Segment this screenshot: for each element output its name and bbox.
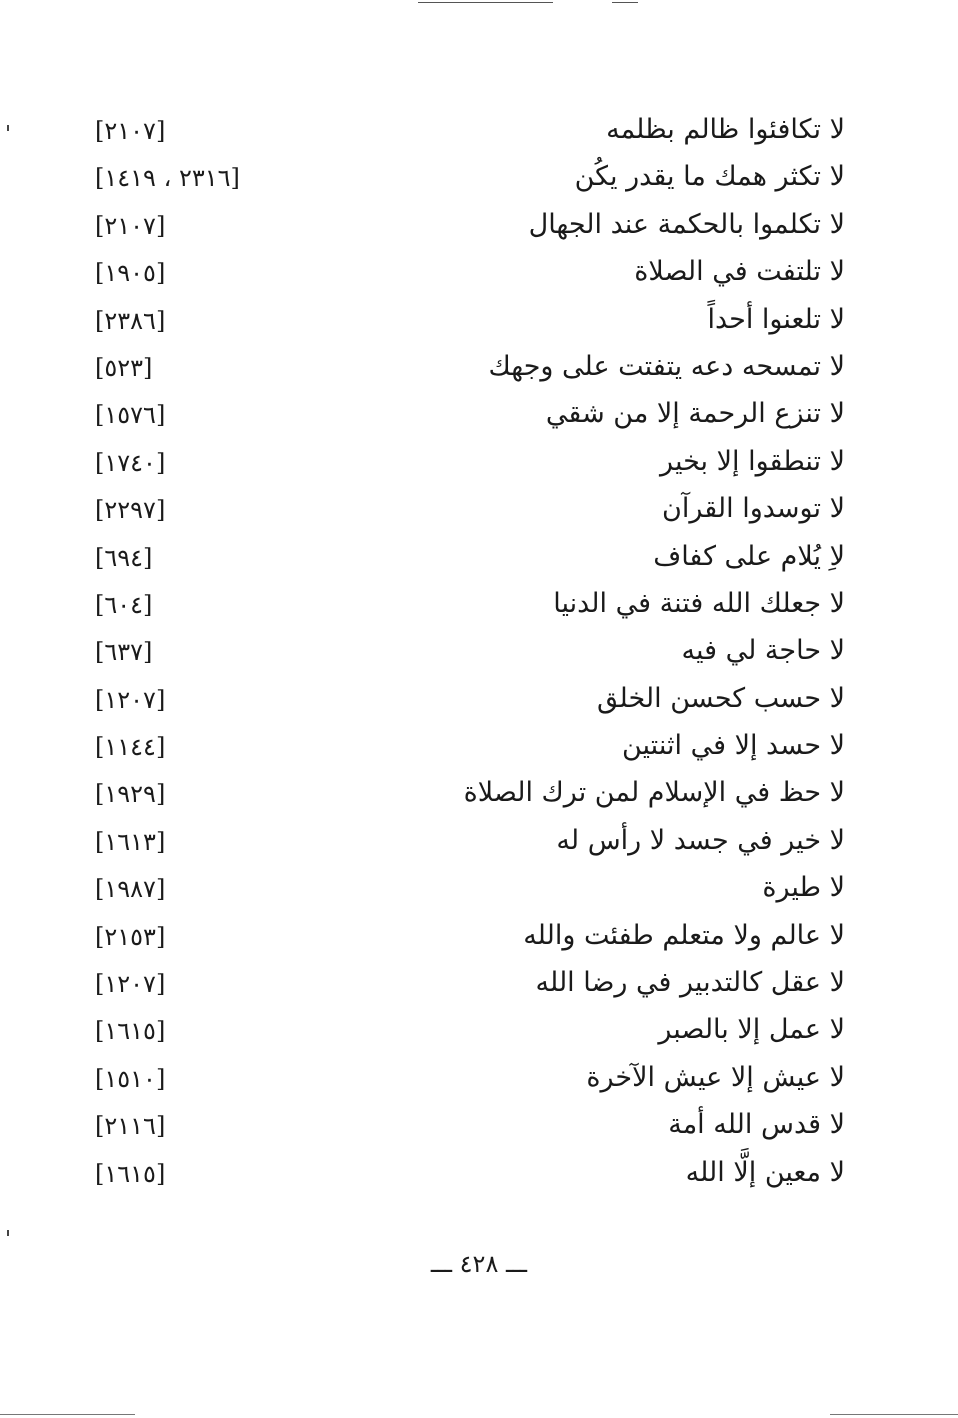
hadith-text: لا خير في جسد لا رأس له: [556, 824, 845, 856]
hadith-text: لا تنطقوا إلا بخير: [660, 445, 845, 477]
reference-number: [١٦١٥]: [95, 1159, 166, 1188]
hadith-text: لا حسب كحسن الخلق: [597, 682, 845, 714]
reference-number: [٦٩٤]: [95, 543, 153, 572]
hadith-text: لا حاجة لي فيه: [681, 635, 845, 667]
index-entry: [95, 298, 845, 345]
page-number: ـــ ٤٢٨ ـــ: [430, 1250, 528, 1278]
index-entry: [95, 582, 845, 629]
reference-number: [٢١١٦]: [95, 1112, 166, 1141]
hadith-text: لا عالم ولا متعلم طفئت والله: [523, 919, 845, 951]
reference-number: [٢١٠٧]: [95, 211, 166, 240]
top-rule-left: [418, 2, 553, 3]
reference-number: [٢٣١٦ ، ١٤١٩]: [95, 164, 240, 193]
index-entry: [95, 392, 845, 439]
hadith-text: لا تنزع الرحمة إلا من شقي: [545, 398, 845, 430]
margin-speck: [7, 1230, 9, 1236]
index-entry: [95, 535, 845, 582]
reference-number: [١٩٢٩]: [95, 780, 166, 809]
hadith-text: لا حظ في الإسلام لمن ترك الصلاة: [463, 777, 845, 809]
index-entry: [95, 1103, 845, 1150]
reference-number: [٢٢٩٧]: [95, 496, 166, 525]
index-entry: [95, 724, 845, 771]
reference-number: [٦٣٧]: [95, 638, 153, 667]
index-entry: [95, 914, 845, 961]
hadith-text: لا طيرة: [762, 872, 845, 904]
reference-number: [١٥٧٦]: [95, 401, 166, 430]
hadith-text: لا قدس الله أمة: [668, 1109, 845, 1141]
reference-number: [١٢٠٧]: [95, 685, 166, 714]
reference-number: [٢١٥٣]: [95, 922, 166, 951]
hadith-text: لا عيش إلا عيش الآخرة: [586, 1061, 845, 1093]
index-entry: [95, 629, 845, 676]
reference-number: [٥٢٣]: [95, 353, 153, 382]
reference-number: [١٧٤٠]: [95, 448, 166, 477]
hadith-text: لا جعلك الله فتنة في الدنيا: [553, 587, 845, 619]
top-rule-right: [612, 2, 638, 3]
index-entry: [95, 1008, 845, 1055]
index-entry: [95, 961, 845, 1008]
hadith-text: لا عمل إلا بالصبر: [658, 1014, 845, 1046]
bottom-rule-right: [830, 1414, 958, 1415]
hadith-text: لا تمسحه دعه يتفتت على وجهك: [488, 350, 845, 382]
index-entry: [95, 677, 845, 724]
index-entry: [95, 866, 845, 913]
reference-number: [١٦١٥]: [95, 1017, 166, 1046]
hadith-text: لا معين إلَّا الله: [685, 1156, 845, 1188]
reference-number: [١٦١٣]: [95, 827, 166, 856]
reference-number: [٢١٠٧]: [95, 117, 166, 145]
reference-number: [٢٣٨٦]: [95, 306, 166, 335]
index-entry: [95, 440, 845, 487]
hadith-text: لا تلتفت في الصلاة: [634, 256, 845, 288]
hadith-text: لا تكثر همك ما يقدر يكُن: [574, 161, 845, 193]
hadith-text: لا عقل كالتدبير في رضا الله: [535, 967, 845, 999]
index-entry: [95, 487, 845, 534]
reference-number: [١٢٠٧]: [95, 970, 166, 999]
reference-number: [١١٤٤]: [95, 733, 166, 762]
bottom-rule-left: [0, 1414, 135, 1415]
hadith-text: لا تلعنوا أحداً: [707, 303, 845, 335]
index-entry: [95, 345, 845, 392]
hadith-text: لا توسدوا القرآن: [662, 493, 845, 525]
reference-number: [١٩٨٧]: [95, 875, 166, 904]
index-entry: [95, 155, 845, 202]
reference-number: [١٥١٠]: [95, 1064, 166, 1093]
index-entry: [95, 250, 845, 297]
index-entry: [95, 1056, 845, 1103]
reference-number: [١٩٠٥]: [95, 259, 166, 288]
hadith-index-list: [95, 108, 845, 1198]
index-entry: [95, 771, 845, 818]
margin-speck: [7, 125, 9, 131]
hadith-text: لاِ يُلام على كفاف: [653, 540, 845, 572]
index-entry: [95, 108, 845, 155]
hadith-text: لا تكلموا بالحكمة عند الجهال: [528, 208, 845, 240]
index-entry: [95, 819, 845, 866]
index-entry: [95, 1151, 845, 1198]
reference-number: [٦٠٤]: [95, 590, 153, 619]
index-entry: [95, 203, 845, 250]
hadith-text: لا تكافئوا ظالم بظلمه: [606, 114, 845, 145]
hadith-text: لا حسد إلا في اثنتين: [621, 730, 845, 762]
